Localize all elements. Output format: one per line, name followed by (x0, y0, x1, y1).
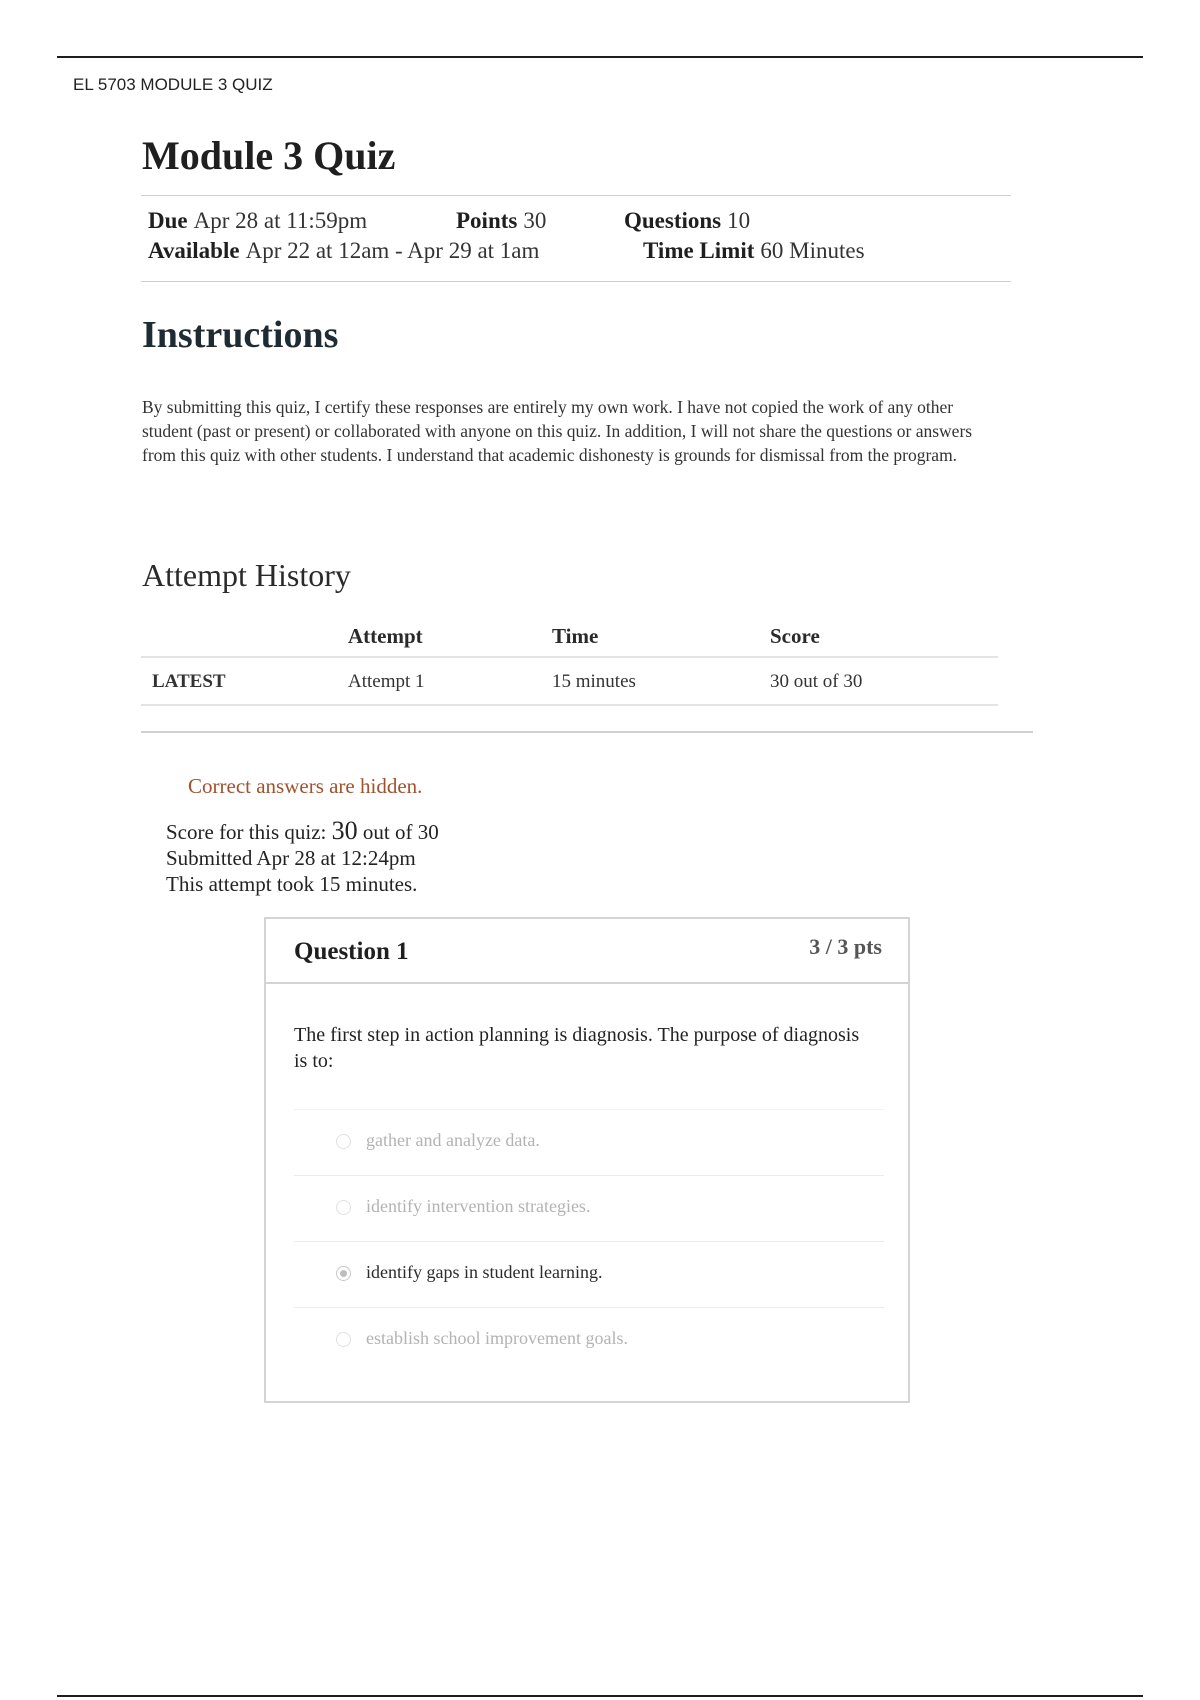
attempt-history-title: Attempt History (142, 557, 351, 593)
answer-option[interactable] (294, 1109, 884, 1175)
instructions-text: By submitting this quiz, I certify these responses are entirely my own work. I have not copied the work of any other student (past or present) or collaborated with anyone on this quiz. In addition, I will not share the questions or answers from this quiz with other students. I understand that academic dishonesty is grounds for dismissal from the program. (142, 397, 973, 465)
header-rule (57, 56, 1143, 58)
available-value: Apr 22 at 12am - Apr 29 at 1am (245, 238, 540, 263)
time-limit (643, 238, 865, 264)
score-suffix: out of 30 (362, 820, 439, 844)
question-header (266, 919, 908, 984)
questions-info (624, 208, 750, 234)
points-info (456, 208, 546, 234)
question-text: The first step in action planning is diagnosis. The purpose of diagnosis is to: (294, 1024, 860, 1072)
meta-divider-bottom (141, 281, 1011, 282)
table-header-cell: Attempt (348, 624, 423, 648)
quiz-title: Module 3 Quiz (142, 133, 396, 178)
answer-option-selected[interactable] (294, 1241, 884, 1307)
radio-button[interactable] (336, 1134, 351, 1149)
question-card (264, 917, 910, 1403)
due-label: Due (148, 208, 188, 233)
score-prefix: Score for this quiz: (166, 820, 327, 844)
questions-value: 10 (727, 208, 751, 233)
score-value: 30 (331, 816, 358, 845)
latest-label: LATEST (152, 671, 226, 692)
answer-option[interactable] (294, 1175, 884, 1241)
table-header-row (141, 614, 998, 658)
attempt-history-table (141, 614, 998, 706)
instructions-title: Instructions (142, 314, 339, 356)
time-limit-value: 60 Minutes (760, 238, 865, 263)
question-title: Question 1 (294, 938, 409, 965)
attempt-duration: This attempt took 15 minutes. (166, 872, 418, 896)
answer-label: identify gaps in student learning. (366, 1262, 603, 1282)
answer-label: identify intervention strategies. (366, 1196, 591, 1216)
radio-button-selected[interactable] (336, 1266, 351, 1281)
answers-hidden-notice: Correct answers are hidden. (188, 774, 423, 798)
submitted-time: Submitted Apr 28 at 12:24pm (166, 846, 416, 870)
table-row (141, 658, 998, 706)
footer-rule (57, 1695, 1143, 1697)
due-date (148, 208, 367, 234)
table-header-cell: Time (552, 624, 599, 648)
points-label: Points (456, 208, 518, 233)
answer-option[interactable] (294, 1307, 884, 1373)
answer-list (294, 1109, 884, 1373)
answer-label: establish school improvement goals. (366, 1328, 628, 1348)
available-label: Available (148, 238, 240, 263)
section-divider (141, 731, 1033, 733)
time-limit-label: Time Limit (643, 238, 755, 263)
answer-label: gather and analyze data. (366, 1130, 540, 1150)
questions-label: Questions (624, 208, 722, 233)
document-header: EL 5703 MODULE 3 QUIZ (73, 75, 273, 94)
points-value: 30 (523, 208, 547, 233)
attempt-time: 15 minutes (552, 671, 636, 692)
attempt-link[interactable]: Attempt 1 (348, 671, 425, 692)
radio-button[interactable] (336, 1200, 351, 1215)
question-points: 3 / 3 pts (809, 934, 882, 959)
score-line (166, 818, 439, 845)
radio-button[interactable] (336, 1332, 351, 1347)
meta-divider-top (141, 195, 1011, 196)
availability (148, 238, 539, 264)
score-summary (166, 818, 439, 897)
table-header-cell: Score (770, 624, 820, 648)
attempt-score: 30 out of 30 (770, 671, 863, 692)
due-value: Apr 28 at 11:59pm (193, 208, 368, 233)
